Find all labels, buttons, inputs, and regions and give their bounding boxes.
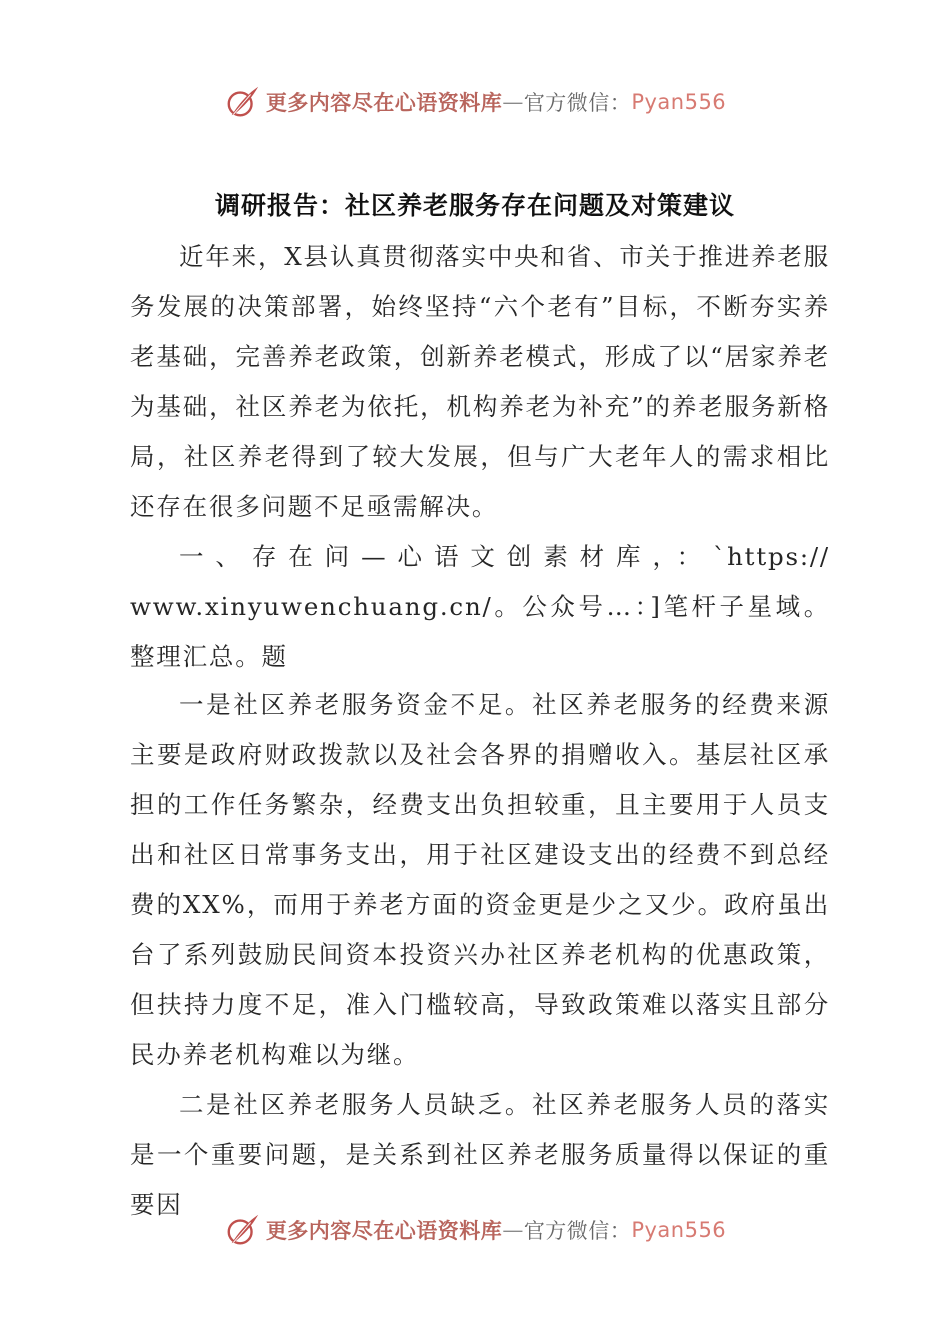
section-one-heading-line2 [130, 582, 830, 682]
watermark-wechat-id: Pyan556 [631, 1218, 727, 1242]
intro-paragraph: 近年来，X县认真贯彻落实中央和省、市关于推进养老服务发展的决策部署，始终坚持“六个老有”目标，不断夯实养老基础，完善养老政策，创新养老模式，形成了以“居家养老为基础，社区养老为依托，机构养老为补充”的养老服务新格局，社区养老得到了较大发展，但与广大老年人的需求相比还存在很多问题不足亟需解决。 [130, 242, 830, 521]
document-title: 调研报告：社区养老服务存在问题及对策建议 [214, 191, 735, 220]
quill-logo-icon [224, 83, 262, 121]
point-two-paragraph: 二是社区养老服务人员缺乏。社区养老服务人员的落实是一个重要问题，是关系到社区养老服务质量得以保证的重要因 [130, 1090, 830, 1219]
watermark-dash: — [502, 1218, 524, 1242]
point-one-paragraph: 一是社区养老服务资金不足。社区养老服务的经费来源主要是政府财政拨款以及社会各界的捐赠收入。基层社区承担的工作任务繁杂，经费支出负担较重，且主要用于人员支出和社区日常事务支出，用于社区建设支出的经费不到总经费的XX%，而用于养老方面的资金更是少之又少。政府虽出台了系列鼓励民间资本投资兴办社区养老机构的优惠政策，但扶持力度不足，准入门槛较高，导致政策难以落实且部分民办养老机构难以为继。 [130, 690, 830, 1069]
watermark-wechat-id: Pyan556 [631, 90, 727, 114]
section-one-heading-b: www.xinyuwenchuang.cn/。公众号…：]笔杆子星域。整理汇总。题 [130, 592, 830, 671]
section-one-heading-line1 [130, 532, 830, 582]
quill-logo-icon [224, 1211, 262, 1249]
watermark-main-text: 更多内容尽在心语资料库 [265, 90, 503, 115]
watermark-dash: — [502, 90, 524, 114]
watermark-main-text: 更多内容尽在心语资料库 [265, 1218, 503, 1243]
watermark-banner-bottom [0, 1210, 950, 1250]
watermark-banner-top [0, 82, 950, 122]
watermark-sub-text: 官方微信： [523, 91, 632, 115]
section-one-heading-a: 一、存在问—心语文创素材库，：`https:// [179, 542, 830, 571]
watermark-sub-text: 官方微信： [523, 1219, 632, 1243]
